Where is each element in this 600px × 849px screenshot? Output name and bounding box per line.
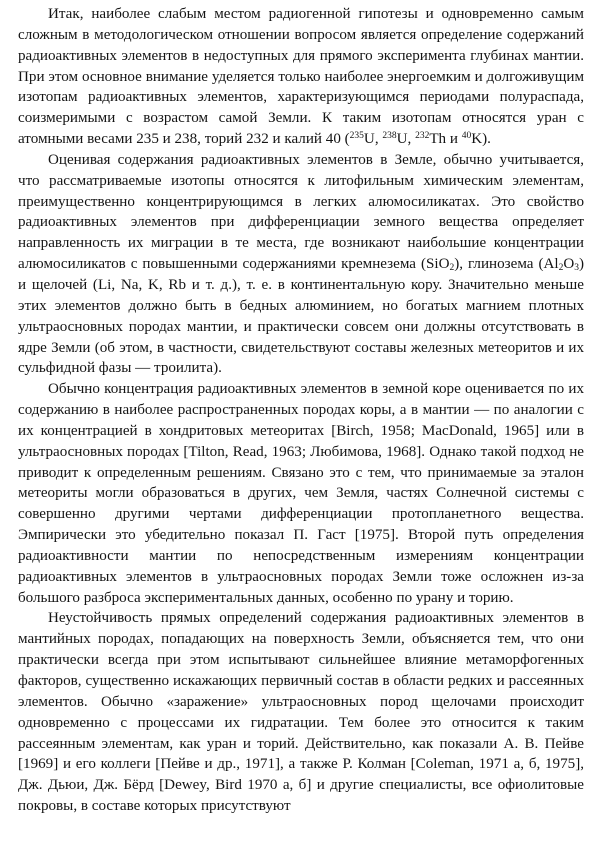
- document-page: [18, 4, 584, 817]
- isotope-mass-number: 235: [349, 131, 364, 142]
- isotope-symbol: Th и: [429, 131, 462, 148]
- paragraph-text: Обычно концентрация радиоактивных элементов в земной коре оценивается по их содержанию в наиболее распространенных породах коры, а в мантии — по аналогии с их концентрацией в хондритовых метеоритах [Birch, 1958; MacDonald, 1965] или в ультраосновных породах [Tilton, Read, 1963; Любимова, 1968]. Однако такой подход не приводит к определенным решениям. Связано это с тем, что принимаемые за эталон метеориты могли образоваться в других, чем Земля, частях Солнечной системы с совершенно другими чертами дифференциации протопланетного вещества. Эмпирически это убедительно показал П. Гаст [1975]. Второй путь определения радиоактивности мантии по непосредственным измерениям концентрации радиоактивных элементов в ультраосновных породах Земли тоже осложнен из-за большого разброса экспериментальных данных, особенно по урану и торию.: [18, 381, 584, 606]
- paragraph-earth-estimation: [18, 150, 584, 379]
- isotope-symbol: U,: [396, 131, 416, 148]
- paragraph-text: Итак, наиболее слабым местом радиогенной гипотезы и одновременно самым сложным в методологическом отношении вопросом является определение содержаний радиоактивных элементов в недоступных для прямого эксперимента глубинах мантии. При этом основное внимание уделяется только наиболее энергоемким и долгоживущим изотопам радиоактивных элементов, характеризующимся периодами полураспада, соизмеримыми с возрастом самой Земли. К таким изотопам относятся уран с атомными весами 235 и 238, торий 232 и калий 40 (: [18, 6, 584, 148]
- paragraph-text: ) и щелочей (Li, Na, K, Rb и т. д.), т. е. в континентальную кору. Значительно меньше этих элементов должно быть в бедных алюминием, но богатых магнием плотных ультраосновных породах мантии, и практически совсем они должны отсутствовать в ядре Земли (об этом, в частности, свидетельствуют составы железных метеоритов и их сульфидной фазы — троилита).: [18, 256, 584, 377]
- formula-subscript: 3: [574, 263, 579, 274]
- isotope-mass-number: 238: [382, 131, 397, 142]
- isotope-symbol: U,: [363, 131, 383, 148]
- paragraph-text: ), глинозема (Al: [454, 256, 559, 273]
- paragraph-radiogenic-hypothesis: [18, 4, 584, 150]
- paragraph-text: Оценивая содержания радиоактивных элементов в Земле, обычно учитывается, что рассматриваемые изотопы относятся к литофильным химическим элементам, преимущественно концентрирующимся в легких алюмосиликатах. Это свойство радиоактивных элементов при дифференциации земного вещества определяет направленность их миграции в те места, где возникают наибольшие концентрации алюмосиликатов с повышенными содержаниями кремнезема (SiO: [18, 151, 584, 273]
- isotope-symbol: K).: [471, 131, 491, 148]
- paragraph-instability: [18, 608, 584, 816]
- formula-subscript: 2: [449, 263, 455, 274]
- paragraph-crust-concentration: [18, 379, 584, 608]
- isotope-mass-number: 40: [461, 131, 472, 142]
- paragraph-text: O: [563, 256, 575, 273]
- isotope-mass-number: 232: [415, 131, 430, 142]
- formula-subscript: 2: [558, 263, 564, 274]
- paragraph-text: Неустойчивость прямых определений содержания радиоактивных элементов в мантийных породах, попадающих на поверхность Земли, объясняется тем, что они практически всегда при этом испытывают сильнейшее влияние метаморфогенных факторов, существенно искажающих первичный состав в области редких и рассеянных элементов. Обычно «заражение» ультраосновных пород щелочами происходит одновременно с процессами их гидратации. Тем более это относится к таким рассеянным элементам, как уран и торий. Действительно, как показали А. В. Пейве [1969] и его коллеги [Пейве и др., 1971], а также Р. Колман [Coleman, 1971 а, б, 1975], Дж. Дьюи, Дж. Бёрд [Dewey, Bird 1970 а, б] и другие специалисты, все офиолитовые покровы, в составе которых присутствуют: [18, 610, 584, 815]
